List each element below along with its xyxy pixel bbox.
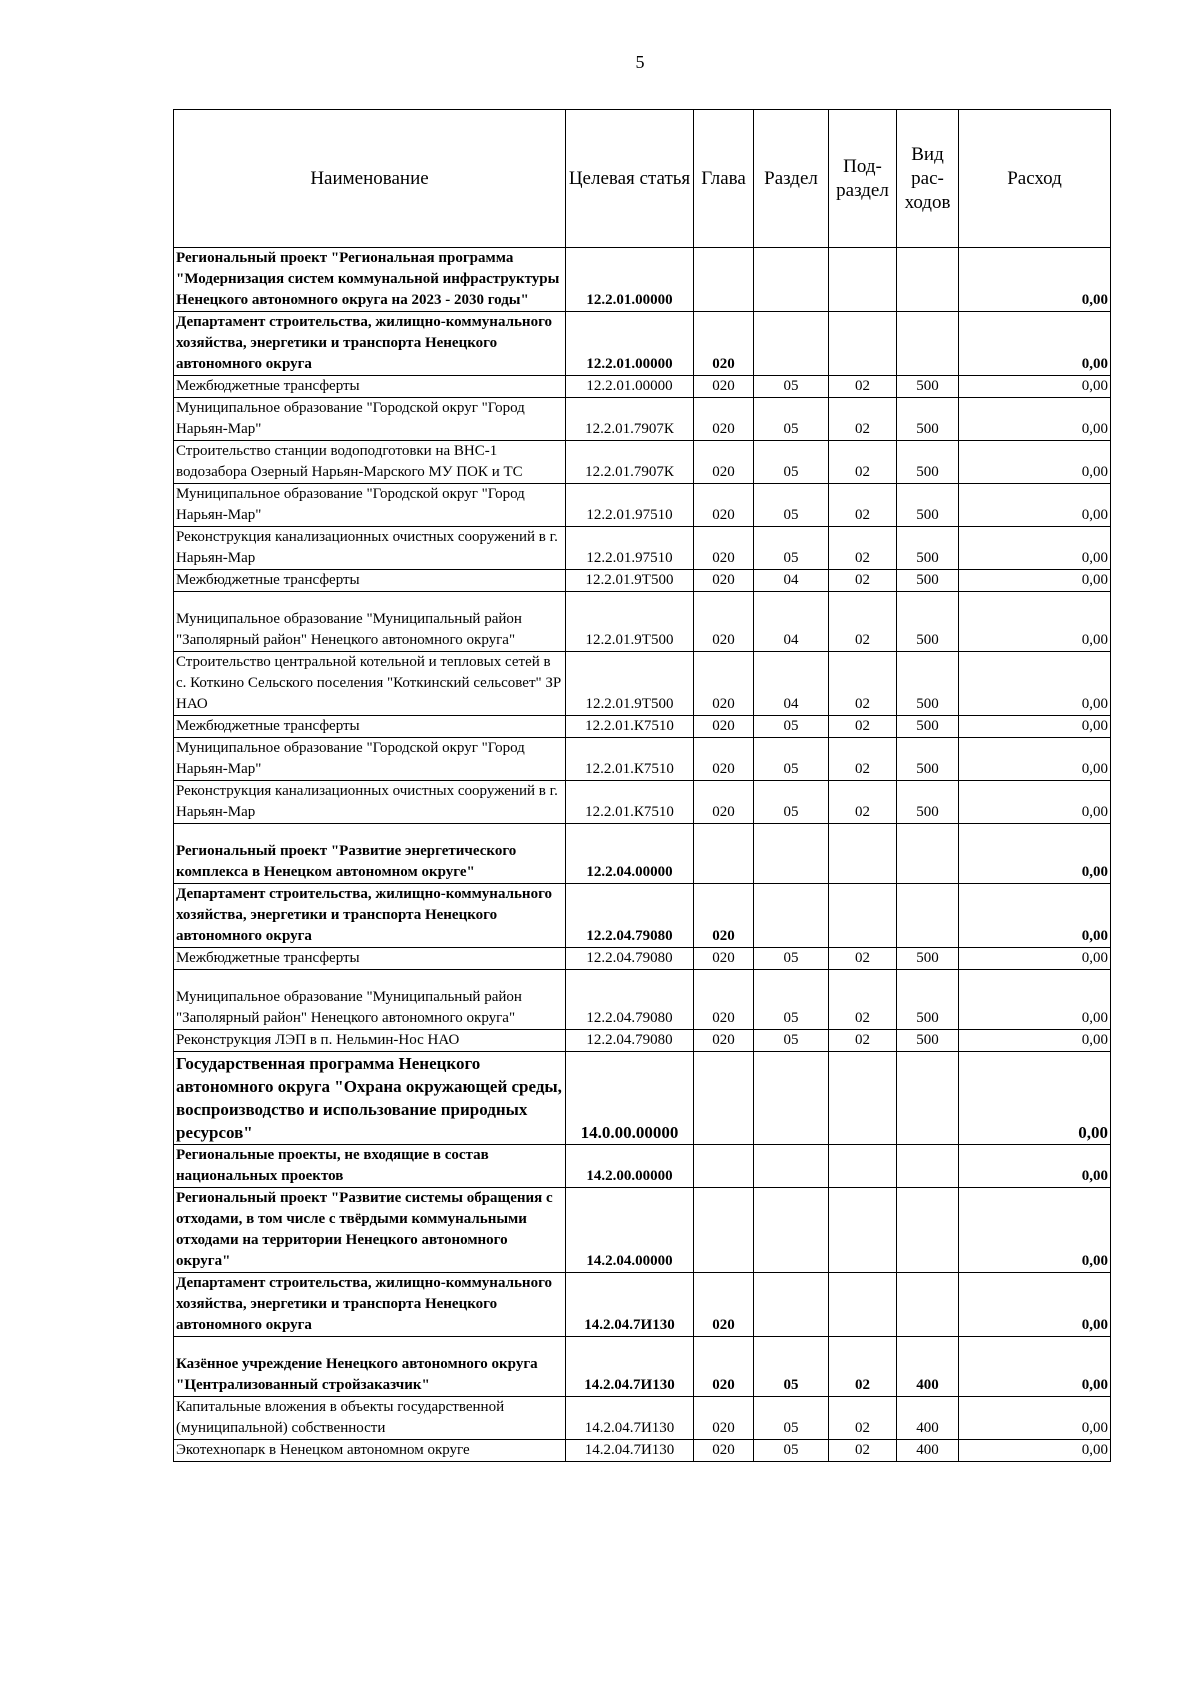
cell-chapter: 020 xyxy=(694,1030,754,1052)
cell-subsection xyxy=(829,248,897,312)
cell-chapter: 020 xyxy=(694,484,754,527)
cell-subsection: 02 xyxy=(829,1440,897,1462)
cell-chapter: 020 xyxy=(694,738,754,781)
cell-amount: 0,00 xyxy=(959,1397,1111,1440)
cell-subsection: 02 xyxy=(829,527,897,570)
page-number: 5 xyxy=(635,52,645,72)
table-row xyxy=(174,527,1111,570)
cell-section xyxy=(754,1052,829,1145)
header-name: Наименование xyxy=(174,110,566,248)
cell-expense-type: 500 xyxy=(897,948,959,970)
cell-target: 14.0.00.00000 xyxy=(566,1052,694,1145)
cell-name: Казённое учреждение Ненецкого автономного округа "Централизованный стройзаказчик" xyxy=(174,1337,566,1397)
cell-expense-type: 500 xyxy=(897,441,959,484)
cell-name: Межбюджетные трансферты xyxy=(174,570,566,592)
cell-expense-type: 500 xyxy=(897,570,959,592)
table-row xyxy=(174,376,1111,398)
table-row xyxy=(174,1440,1111,1462)
cell-expense-type: 400 xyxy=(897,1337,959,1397)
table-row xyxy=(174,1337,1111,1397)
cell-chapter xyxy=(694,1188,754,1273)
cell-subsection xyxy=(829,824,897,884)
table-row xyxy=(174,248,1111,312)
cell-section xyxy=(754,312,829,376)
table-row xyxy=(174,1030,1111,1052)
cell-expense-type: 400 xyxy=(897,1440,959,1462)
cell-name: Межбюджетные трансферты xyxy=(174,948,566,970)
cell-section xyxy=(754,824,829,884)
cell-amount: 0,00 xyxy=(959,312,1111,376)
cell-amount: 0,00 xyxy=(959,1145,1111,1188)
cell-chapter: 020 xyxy=(694,1397,754,1440)
cell-subsection: 02 xyxy=(829,1337,897,1397)
cell-name: Реконструкция канализационных очистных сооружений в г. Нарьян-Мар xyxy=(174,781,566,824)
cell-chapter xyxy=(694,1145,754,1188)
cell-section: 05 xyxy=(754,527,829,570)
header-expense-type: Вид рас-ходов xyxy=(897,110,959,248)
header-chapter: Глава xyxy=(694,110,754,248)
cell-amount: 0,00 xyxy=(959,1030,1111,1052)
cell-chapter xyxy=(694,824,754,884)
table-row xyxy=(174,970,1111,1030)
table-header-row xyxy=(174,110,1111,248)
cell-expense-type xyxy=(897,884,959,948)
cell-chapter: 020 xyxy=(694,781,754,824)
table-row xyxy=(174,1052,1111,1145)
cell-subsection: 02 xyxy=(829,948,897,970)
cell-section: 05 xyxy=(754,376,829,398)
cell-target: 12.2.04.79080 xyxy=(566,884,694,948)
cell-name: Региональный проект "Развитие энергетического комплекса в Ненецком автономном округе" xyxy=(174,824,566,884)
cell-target: 12.2.01.7907К xyxy=(566,398,694,441)
cell-section: 05 xyxy=(754,1337,829,1397)
cell-subsection xyxy=(829,312,897,376)
table-row xyxy=(174,1273,1111,1337)
cell-section: 04 xyxy=(754,570,829,592)
table-row xyxy=(174,716,1111,738)
cell-expense-type xyxy=(897,824,959,884)
table-row xyxy=(174,312,1111,376)
header-target: Целевая статья xyxy=(566,110,694,248)
cell-section: 05 xyxy=(754,1440,829,1462)
cell-amount: 0,00 xyxy=(959,824,1111,884)
cell-target: 14.2.00.00000 xyxy=(566,1145,694,1188)
cell-target: 12.2.04.79080 xyxy=(566,948,694,970)
cell-section: 04 xyxy=(754,652,829,716)
cell-amount: 0,00 xyxy=(959,948,1111,970)
cell-chapter: 020 xyxy=(694,1440,754,1462)
budget-table xyxy=(173,109,1111,1462)
cell-target: 12.2.01.К7510 xyxy=(566,716,694,738)
cell-target: 12.2.01.К7510 xyxy=(566,781,694,824)
cell-expense-type xyxy=(897,1273,959,1337)
table-row xyxy=(174,738,1111,781)
table-row xyxy=(174,884,1111,948)
cell-expense-type: 500 xyxy=(897,484,959,527)
cell-expense-type xyxy=(897,1145,959,1188)
cell-amount: 0,00 xyxy=(959,781,1111,824)
cell-expense-type: 500 xyxy=(897,781,959,824)
cell-section: 05 xyxy=(754,716,829,738)
cell-expense-type xyxy=(897,248,959,312)
cell-expense-type xyxy=(897,1052,959,1145)
cell-name: Экотехнопарк в Ненецком автономном округе xyxy=(174,1440,566,1462)
cell-expense-type xyxy=(897,312,959,376)
cell-target: 14.2.04.7И130 xyxy=(566,1397,694,1440)
cell-target: 12.2.01.00000 xyxy=(566,376,694,398)
cell-name: Муниципальное образование "Городской округ "Город Нарьян-Мар" xyxy=(174,484,566,527)
cell-target: 14.2.04.00000 xyxy=(566,1188,694,1273)
cell-section xyxy=(754,1273,829,1337)
cell-amount: 0,00 xyxy=(959,970,1111,1030)
table-row xyxy=(174,484,1111,527)
cell-section xyxy=(754,1188,829,1273)
cell-chapter xyxy=(694,1052,754,1145)
cell-target: 12.2.01.9Т500 xyxy=(566,570,694,592)
cell-amount: 0,00 xyxy=(959,570,1111,592)
table-row xyxy=(174,824,1111,884)
cell-target: 12.2.01.7907К xyxy=(566,441,694,484)
cell-name: Департамент строительства, жилищно-коммунального хозяйства, энергетики и транспорта Ненецкого автономного округа xyxy=(174,312,566,376)
cell-amount: 0,00 xyxy=(959,1440,1111,1462)
cell-expense-type: 500 xyxy=(897,652,959,716)
cell-amount: 0,00 xyxy=(959,1052,1111,1145)
cell-name: Межбюджетные трансферты xyxy=(174,376,566,398)
cell-name: Региональный проект "Развитие системы обращения с отходами, в том числе с твёрдыми коммунальными отходами на территории Ненецкого автономного округа" xyxy=(174,1188,566,1273)
cell-name: Региональный проект "Региональная программа "Модернизация систем коммунальной инфраструктуры Ненецкого автономного округа на 2023 - 2030 годы" xyxy=(174,248,566,312)
cell-name: Государственная программа Ненецкого автономного округа "Охрана окружающей среды, воспроизводство и использование природных ресурсов" xyxy=(174,1052,566,1145)
cell-target: 14.2.04.7И130 xyxy=(566,1273,694,1337)
cell-name: Капитальные вложения в объекты государственной (муниципальной) собственности xyxy=(174,1397,566,1440)
cell-amount: 0,00 xyxy=(959,1337,1111,1397)
cell-subsection: 02 xyxy=(829,652,897,716)
cell-name: Реконструкция канализационных очистных сооружений в г. Нарьян-Мар xyxy=(174,527,566,570)
cell-amount: 0,00 xyxy=(959,484,1111,527)
cell-amount: 0,00 xyxy=(959,1188,1111,1273)
cell-expense-type: 500 xyxy=(897,738,959,781)
cell-amount: 0,00 xyxy=(959,738,1111,781)
cell-subsection: 02 xyxy=(829,592,897,652)
cell-target: 14.2.04.7И130 xyxy=(566,1440,694,1462)
cell-subsection xyxy=(829,1188,897,1273)
table-row xyxy=(174,652,1111,716)
cell-target: 12.2.01.97510 xyxy=(566,527,694,570)
cell-section: 05 xyxy=(754,441,829,484)
cell-subsection: 02 xyxy=(829,1030,897,1052)
cell-name: Муниципальное образование "Муниципальный район "Заполярный район" Ненецкого автономного округа" xyxy=(174,970,566,1030)
cell-name: Департамент строительства, жилищно-коммунального хозяйства, энергетики и транспорта Ненецкого автономного округа xyxy=(174,1273,566,1337)
table-row xyxy=(174,1188,1111,1273)
cell-target: 12.2.04.79080 xyxy=(566,1030,694,1052)
cell-name: Межбюджетные трансферты xyxy=(174,716,566,738)
cell-expense-type: 500 xyxy=(897,376,959,398)
cell-expense-type: 500 xyxy=(897,592,959,652)
cell-target: 12.2.01.К7510 xyxy=(566,738,694,781)
cell-section xyxy=(754,248,829,312)
table-row xyxy=(174,1145,1111,1188)
cell-amount: 0,00 xyxy=(959,592,1111,652)
cell-amount: 0,00 xyxy=(959,376,1111,398)
cell-target: 12.2.04.00000 xyxy=(566,824,694,884)
table-row xyxy=(174,781,1111,824)
cell-expense-type: 500 xyxy=(897,1030,959,1052)
cell-chapter: 020 xyxy=(694,884,754,948)
cell-subsection: 02 xyxy=(829,376,897,398)
cell-subsection xyxy=(829,1273,897,1337)
cell-section xyxy=(754,884,829,948)
header-section: Раздел xyxy=(754,110,829,248)
cell-chapter: 020 xyxy=(694,948,754,970)
cell-chapter: 020 xyxy=(694,570,754,592)
cell-chapter: 020 xyxy=(694,652,754,716)
cell-section: 05 xyxy=(754,1397,829,1440)
cell-amount: 0,00 xyxy=(959,884,1111,948)
cell-name: Строительство центральной котельной и тепловых сетей в с. Коткино Сельского поселения "Коткинский сельсовет" ЗР НАО xyxy=(174,652,566,716)
cell-subsection: 02 xyxy=(829,441,897,484)
cell-target: 12.2.01.9Т500 xyxy=(566,652,694,716)
cell-chapter: 020 xyxy=(694,312,754,376)
cell-subsection: 02 xyxy=(829,781,897,824)
cell-amount: 0,00 xyxy=(959,716,1111,738)
cell-subsection xyxy=(829,1052,897,1145)
cell-section: 05 xyxy=(754,970,829,1030)
cell-subsection: 02 xyxy=(829,738,897,781)
cell-section: 04 xyxy=(754,592,829,652)
table-row xyxy=(174,592,1111,652)
cell-amount: 0,00 xyxy=(959,527,1111,570)
table-row xyxy=(174,398,1111,441)
header-subsection: Под-раздел xyxy=(829,110,897,248)
cell-chapter: 020 xyxy=(694,376,754,398)
cell-chapter: 020 xyxy=(694,441,754,484)
cell-expense-type: 400 xyxy=(897,1397,959,1440)
cell-amount: 0,00 xyxy=(959,248,1111,312)
cell-target: 12.2.01.97510 xyxy=(566,484,694,527)
cell-target: 12.2.01.9Т500 xyxy=(566,592,694,652)
cell-name: Муниципальное образование "Городской округ "Город Нарьян-Мар" xyxy=(174,398,566,441)
cell-expense-type: 500 xyxy=(897,527,959,570)
cell-chapter: 020 xyxy=(694,1273,754,1337)
cell-chapter: 020 xyxy=(694,1337,754,1397)
cell-expense-type xyxy=(897,1188,959,1273)
table-body xyxy=(174,248,1111,1462)
cell-section xyxy=(754,1145,829,1188)
table-row xyxy=(174,948,1111,970)
cell-target: 14.2.04.7И130 xyxy=(566,1337,694,1397)
cell-subsection: 02 xyxy=(829,570,897,592)
table-row xyxy=(174,441,1111,484)
cell-name: Муниципальное образование "Муниципальный район "Заполярный район" Ненецкого автономного округа" xyxy=(174,592,566,652)
cell-target: 12.2.04.79080 xyxy=(566,970,694,1030)
header-amount: Расход xyxy=(959,110,1111,248)
cell-expense-type: 500 xyxy=(897,398,959,441)
cell-subsection xyxy=(829,1145,897,1188)
cell-name: Департамент строительства, жилищно-коммунального хозяйства, энергетики и транспорта Ненецкого автономного округа xyxy=(174,884,566,948)
cell-section: 05 xyxy=(754,948,829,970)
cell-chapter xyxy=(694,248,754,312)
cell-chapter: 020 xyxy=(694,527,754,570)
cell-amount: 0,00 xyxy=(959,441,1111,484)
cell-chapter: 020 xyxy=(694,398,754,441)
cell-target: 12.2.01.00000 xyxy=(566,248,694,312)
cell-subsection xyxy=(829,884,897,948)
cell-subsection: 02 xyxy=(829,1397,897,1440)
cell-subsection: 02 xyxy=(829,398,897,441)
cell-subsection: 02 xyxy=(829,716,897,738)
cell-name: Строительство станции водоподготовки на ВНС-1 водозабора Озерный Нарьян-Марского МУ ПОК и ТС xyxy=(174,441,566,484)
cell-section: 05 xyxy=(754,1030,829,1052)
cell-chapter: 020 xyxy=(694,592,754,652)
cell-subsection: 02 xyxy=(829,970,897,1030)
cell-target: 12.2.01.00000 xyxy=(566,312,694,376)
cell-name: Региональные проекты, не входящие в состав национальных проектов xyxy=(174,1145,566,1188)
cell-expense-type: 500 xyxy=(897,970,959,1030)
cell-subsection: 02 xyxy=(829,484,897,527)
cell-expense-type: 500 xyxy=(897,716,959,738)
cell-name: Реконструкция ЛЭП в п. Нельмин-Нос НАО xyxy=(174,1030,566,1052)
cell-section: 05 xyxy=(754,484,829,527)
table-row xyxy=(174,1397,1111,1440)
cell-chapter: 020 xyxy=(694,970,754,1030)
cell-amount: 0,00 xyxy=(959,1273,1111,1337)
cell-amount: 0,00 xyxy=(959,652,1111,716)
cell-chapter: 020 xyxy=(694,716,754,738)
table-row xyxy=(174,570,1111,592)
cell-amount: 0,00 xyxy=(959,398,1111,441)
cell-section: 05 xyxy=(754,781,829,824)
cell-name: Муниципальное образование "Городской округ "Город Нарьян-Мар" xyxy=(174,738,566,781)
cell-section: 05 xyxy=(754,398,829,441)
cell-section: 05 xyxy=(754,738,829,781)
